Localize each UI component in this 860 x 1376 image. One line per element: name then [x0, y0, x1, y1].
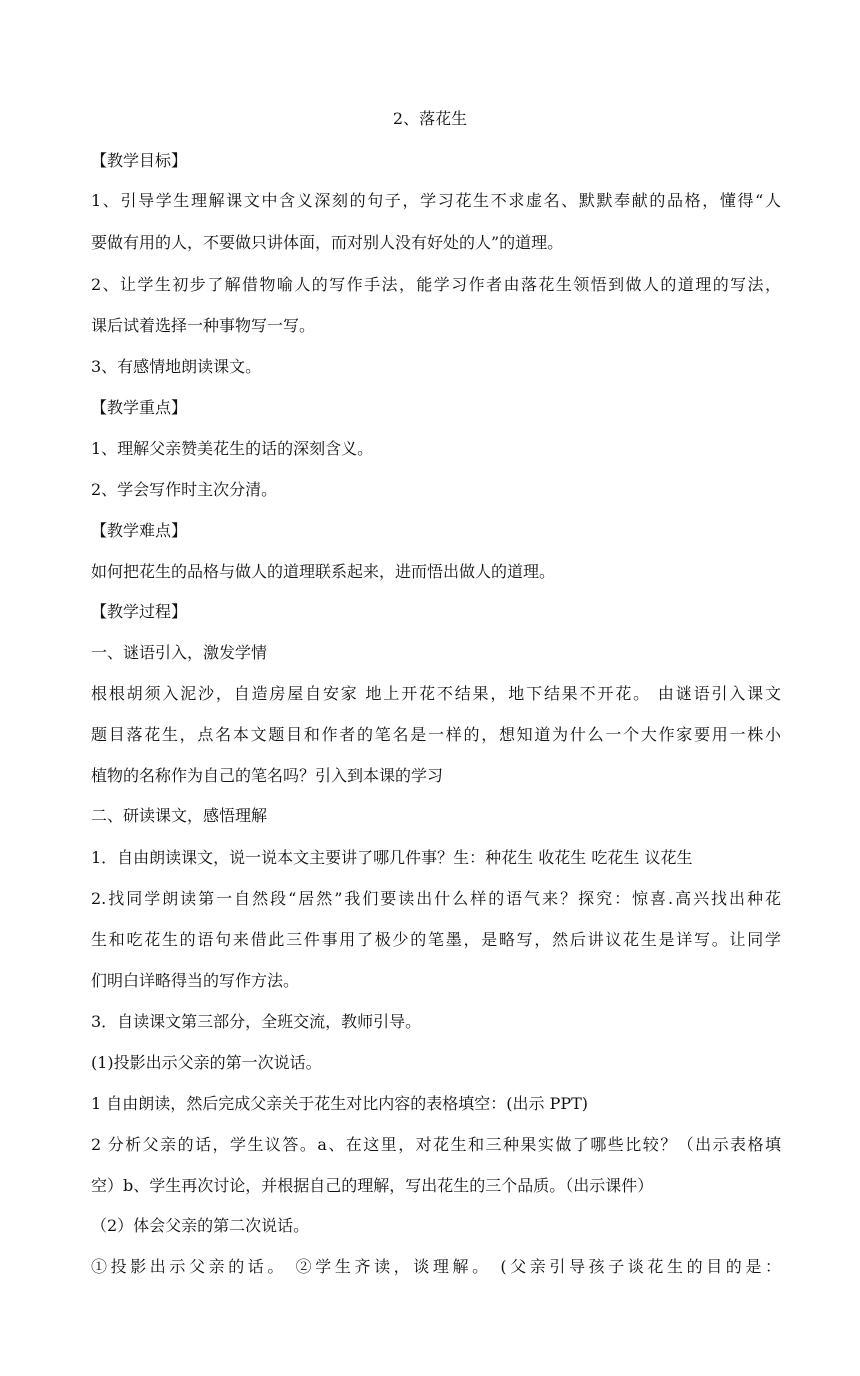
paragraph-line: 2、学会写作时主次分清。 — [91, 480, 278, 499]
section-heading-key-points: 【教学重点】 — [91, 398, 188, 417]
paragraph-line: 1、理解父亲赞美花生的话的深刻含义。 — [91, 439, 374, 458]
paragraph-line: 要做有用的人，不要做只讲体面，而对别人没有好处的人”的道理。 — [91, 233, 564, 252]
section-heading-difficulties: 【教学难点】 — [91, 521, 188, 540]
paragraph-line: （2）体会父亲的第二次说话。 — [91, 1216, 310, 1235]
paragraph-line: 植物的名称作为自己的笔名吗？引入到本课的学习 — [91, 766, 444, 785]
paragraph-line: 生和吃花生的语句来借此三件事用了极少的笔墨，是略写，然后讲议花生是详写。让同学 — [91, 930, 781, 949]
paragraph-line: 1 自由朗读，然后完成父亲关于花生对比内容的表格填空：(出示 PPT) — [91, 1094, 589, 1113]
subsection-heading: 一、谜语引入，激发学情 — [91, 643, 268, 662]
paragraph-line: 1．自由朗读课文，说一说本文主要讲了哪几件事？生：种花生 收花生 吃花生 议花生 — [91, 848, 693, 867]
paragraph-line: 根根胡须入泥沙，自造房屋自安家 地上开花不结果，地下结果不开花。 由谜语引入课文 — [91, 684, 781, 703]
paragraph-line: 们明白详略得当的写作方法。 — [91, 971, 300, 990]
paragraph-line: 1、引导学生理解课文中含义深刻的句子，学习花生不求虚名、默默奉献的品格，懂得“人 — [91, 191, 781, 210]
subsection-heading: 二、研读课文，感悟理解 — [91, 806, 268, 825]
paragraph-line: ①投影出示父亲的话。 ②学生齐读，谈理解。 (父亲引导孩子谈花生的目的是： — [91, 1257, 781, 1276]
paragraph-line: 3、有感情地朗读课文。 — [91, 357, 262, 376]
section-heading-objectives: 【教学目标】 — [91, 151, 188, 170]
paragraph-line: 3．自读课文第三部分，全班交流，教师引导。 — [91, 1012, 422, 1031]
paragraph-line: 如何把花生的品格与做人的道理联系起来，进而悟出做人的道理。 — [91, 562, 556, 581]
paragraph-line: 2、让学生初步了解借物喻人的写作手法，能学习作者由落花生领悟到做人的道理的写法， — [91, 275, 781, 294]
paragraph-line: 空）b、学生再次讨论，并根据自己的理解，写出花生的三个品质。（出示课件） — [91, 1176, 654, 1195]
document-title: 2、落花生 — [392, 109, 468, 128]
paragraph-line: (1)投影出示父亲的第一次说话。 — [91, 1053, 322, 1072]
paragraph-line: 题目落花生，点名本文题目和作者的笔名是一样的，想知道为什么一个大作家要用一株小 — [91, 725, 781, 744]
section-heading-process: 【教学过程】 — [91, 602, 188, 621]
paragraph-line: 课后试着选择一种事物写一写。 — [91, 316, 316, 335]
paragraph-line: 2.找同学朗读第一自然段“居然”我们要读出什么样的语气来？探究：惊喜.高兴找出种花 — [91, 889, 781, 908]
paragraph-line: 2 分析父亲的话，学生议答。a、在这里，对花生和三种果实做了哪些比较？（出示表格填 — [91, 1135, 781, 1154]
